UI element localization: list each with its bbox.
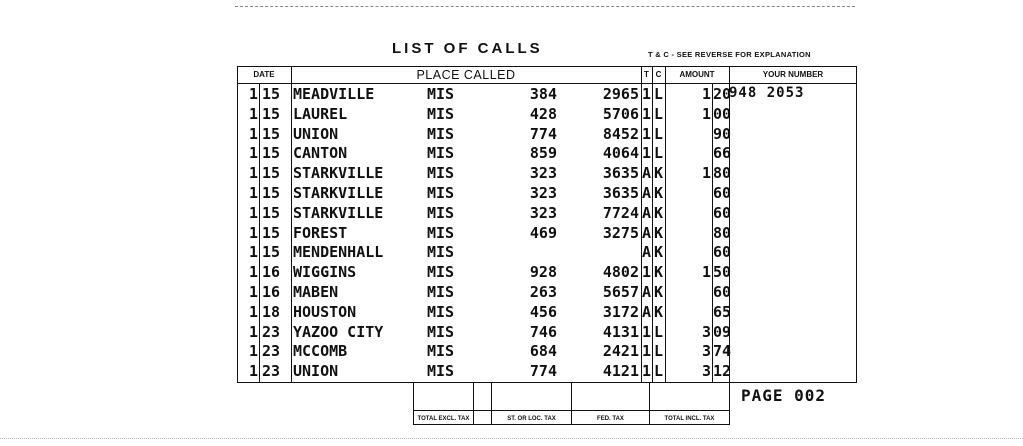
call-state: MIS — [427, 342, 455, 361]
call-day: 15 — [262, 203, 281, 222]
call-row — [0, 225, 1023, 241]
call-number: 8452 — [602, 124, 639, 143]
call-c-code: L — [654, 104, 664, 123]
call-row — [0, 205, 1023, 221]
call-t-code: 1 — [642, 85, 652, 103]
call-c-code: K — [654, 302, 664, 321]
totals-box — [413, 383, 730, 425]
top-perforation-line — [235, 6, 855, 7]
call-t-code: A — [642, 164, 652, 183]
call-number: 4121 — [602, 362, 639, 381]
call-month: 1 — [248, 164, 258, 183]
call-place: YAZOO CITY — [293, 322, 384, 341]
call-state: MIS — [427, 302, 455, 321]
form-note: T & C - SEE REVERSE FOR EXPLANATION — [648, 50, 811, 59]
call-state: MIS — [427, 263, 455, 282]
call-month: 1 — [248, 302, 258, 321]
call-day: 15 — [262, 223, 281, 242]
call-day: 23 — [262, 322, 281, 341]
call-row — [0, 126, 1023, 142]
call-amount-cents: 65 — [713, 302, 732, 321]
call-place: STARKVILLE — [293, 164, 384, 183]
call-row — [0, 343, 1023, 359]
call-day: 15 — [262, 184, 281, 202]
call-state: MIS — [427, 85, 455, 103]
call-row — [0, 145, 1023, 161]
call-amount-cents: 60 — [713, 283, 732, 301]
call-t-code: A — [642, 184, 652, 202]
call-month: 1 — [248, 283, 258, 301]
call-area-code: 684 — [529, 342, 557, 361]
call-amount-dollars: 1 — [701, 164, 711, 183]
call-row — [0, 363, 1023, 379]
call-number: 3275 — [602, 223, 639, 242]
call-c-code: L — [654, 322, 664, 341]
call-area-code: 774 — [529, 362, 557, 381]
call-month: 1 — [248, 104, 258, 123]
call-c-code: K — [654, 223, 664, 242]
call-amount-dollars: 1 — [701, 263, 711, 282]
call-month: 1 — [248, 144, 258, 163]
call-state: MIS — [427, 243, 455, 262]
call-number: 5706 — [602, 104, 639, 123]
local-tax-cell — [492, 382, 572, 424]
call-month: 1 — [248, 342, 258, 361]
call-number: 3635 — [602, 184, 639, 202]
call-t-code: 1 — [642, 342, 652, 361]
fed-tax-cell — [572, 382, 650, 424]
call-day: 15 — [262, 144, 281, 163]
call-c-code: K — [654, 283, 664, 301]
call-amount-cents: 09 — [713, 322, 732, 341]
call-place: MEADVILLE — [293, 85, 375, 103]
call-amount-dollars: 3 — [701, 322, 711, 341]
call-area-code: 323 — [529, 164, 557, 183]
call-day: 18 — [262, 302, 281, 321]
call-t-code: A — [642, 203, 652, 222]
call-place: MENDENHALL — [293, 243, 384, 262]
call-month: 1 — [248, 322, 258, 341]
total-excl-tax-cents-cell — [474, 382, 492, 424]
call-t-code: 1 — [642, 322, 652, 341]
call-state: MIS — [427, 322, 455, 341]
call-state: MIS — [427, 164, 455, 183]
call-month: 1 — [248, 223, 258, 242]
call-area-code: 746 — [529, 322, 557, 341]
call-month: 1 — [248, 243, 258, 262]
total-excl-tax-label: TOTAL EXCL. TAX — [417, 416, 470, 422]
call-state: MIS — [427, 283, 455, 301]
call-place: HOUSTON — [293, 302, 357, 321]
call-place: STARKVILLE — [293, 184, 384, 202]
call-place: UNION — [293, 124, 339, 143]
call-number: 5657 — [602, 283, 639, 301]
call-row — [0, 284, 1023, 300]
call-amount-cents: 90 — [713, 124, 732, 143]
call-number: 4131 — [602, 322, 639, 341]
call-month: 1 — [248, 362, 258, 381]
call-t-code: A — [642, 283, 652, 301]
header-place-called: PLACE CALLED — [416, 68, 516, 82]
call-c-code: L — [654, 144, 664, 163]
fed-tax-label: FED. TAX — [597, 416, 624, 422]
bottom-perforation-line — [0, 438, 1023, 439]
call-amount-cents: 80 — [713, 164, 732, 183]
call-month: 1 — [248, 203, 258, 222]
call-row — [0, 106, 1023, 122]
call-amount-dollars: 1 — [701, 85, 711, 103]
call-day: 15 — [262, 243, 281, 262]
call-t-code: 1 — [642, 263, 652, 282]
header-amount: AMOUNT — [679, 70, 715, 79]
call-row — [0, 185, 1023, 201]
call-number: 4064 — [602, 144, 639, 163]
total-incl-tax-label: TOTAL INCL. TAX — [664, 416, 715, 422]
call-t-code: A — [642, 223, 652, 242]
call-c-code: L — [654, 362, 664, 381]
call-area-code: 774 — [529, 124, 557, 143]
call-state: MIS — [427, 223, 455, 242]
call-number: 4802 — [602, 263, 639, 282]
call-amount-cents: 60 — [713, 243, 732, 262]
call-month: 1 — [248, 184, 258, 202]
call-c-code: L — [654, 342, 664, 361]
call-area-code: 263 — [529, 283, 557, 301]
call-amount-dollars: 3 — [701, 342, 711, 361]
total-incl-tax-cell — [650, 382, 729, 424]
call-number: 2965 — [602, 85, 639, 103]
call-place: STARKVILLE — [293, 203, 384, 222]
call-number: 2421 — [602, 342, 639, 361]
call-place: CANTON — [293, 144, 348, 163]
call-amount-cents: 66 — [713, 144, 732, 163]
call-day: 16 — [262, 283, 281, 301]
call-area-code: 456 — [529, 302, 557, 321]
call-amount-cents: 00 — [713, 104, 732, 123]
call-area-code: 859 — [529, 144, 557, 163]
totals-inner-line — [413, 410, 730, 411]
call-state: MIS — [427, 184, 455, 202]
call-day: 16 — [262, 263, 281, 282]
call-row — [0, 86, 1023, 102]
call-amount-cents: 60 — [713, 184, 732, 202]
call-amount-dollars: 1 — [701, 104, 711, 123]
header-t: T — [644, 70, 649, 79]
call-amount-cents: 12 — [713, 362, 732, 381]
call-c-code: K — [654, 203, 664, 222]
call-t-code: 1 — [642, 104, 652, 123]
call-day: 23 — [262, 342, 281, 361]
call-place: LAUREL — [293, 104, 348, 123]
call-c-code: K — [654, 184, 664, 202]
call-month: 1 — [248, 124, 258, 143]
total-excl-tax-cell — [414, 382, 474, 424]
call-amount-cents: 80 — [713, 223, 732, 242]
form-title: LIST OF CALLS — [392, 40, 543, 57]
call-day: 15 — [262, 164, 281, 183]
call-day: 15 — [262, 85, 281, 103]
call-amount-cents: 20 — [713, 85, 732, 103]
call-place: MABEN — [293, 283, 339, 301]
call-area-code: 323 — [529, 184, 557, 202]
call-t-code: A — [642, 243, 652, 262]
call-day: 23 — [262, 362, 281, 381]
call-place: UNION — [293, 362, 339, 381]
call-row — [0, 244, 1023, 260]
call-c-code: K — [654, 263, 664, 282]
page-number: PAGE 002 — [741, 386, 827, 405]
local-tax-label: ST. OR LOC. TAX — [507, 416, 556, 422]
call-row — [0, 324, 1023, 340]
header-your-number: YOUR NUMBER — [762, 70, 824, 79]
call-area-code: 323 — [529, 203, 557, 222]
call-number: 7724 — [602, 203, 639, 222]
call-state: MIS — [427, 362, 455, 381]
header-divider — [237, 83, 857, 84]
call-c-code: K — [654, 164, 664, 183]
call-row — [0, 304, 1023, 320]
header-date: DATE — [253, 70, 275, 79]
call-place: WIGGINS — [293, 263, 357, 282]
call-day: 15 — [262, 124, 281, 143]
call-t-code: 1 — [642, 144, 652, 163]
call-amount-cents: 60 — [713, 203, 732, 222]
call-month: 1 — [248, 85, 258, 103]
call-t-code: 1 — [642, 124, 652, 143]
call-row — [0, 264, 1023, 280]
header-c: C — [655, 70, 662, 79]
call-place: MCCOMB — [293, 342, 348, 361]
call-row — [0, 165, 1023, 181]
your-number-value: 948 2053 — [729, 85, 805, 101]
call-state: MIS — [427, 203, 455, 222]
call-area-code: 428 — [529, 104, 557, 123]
call-area-code: 469 — [529, 223, 557, 242]
call-c-code: K — [654, 243, 664, 262]
call-area-code: 384 — [529, 85, 557, 103]
call-amount-cents: 74 — [713, 342, 732, 361]
call-c-code: L — [654, 85, 664, 103]
call-state: MIS — [427, 144, 455, 163]
call-place: FOREST — [293, 223, 348, 242]
call-number: 3172 — [602, 302, 639, 321]
call-t-code: A — [642, 302, 652, 321]
call-state: MIS — [427, 124, 455, 143]
call-month: 1 — [248, 263, 258, 282]
call-day: 15 — [262, 104, 281, 123]
call-c-code: L — [654, 124, 664, 143]
call-number: 3635 — [602, 164, 639, 183]
call-amount-dollars: 3 — [701, 362, 711, 381]
call-amount-cents: 50 — [713, 263, 732, 282]
call-area-code: 928 — [529, 263, 557, 282]
call-t-code: 1 — [642, 362, 652, 381]
call-state: MIS — [427, 104, 455, 123]
